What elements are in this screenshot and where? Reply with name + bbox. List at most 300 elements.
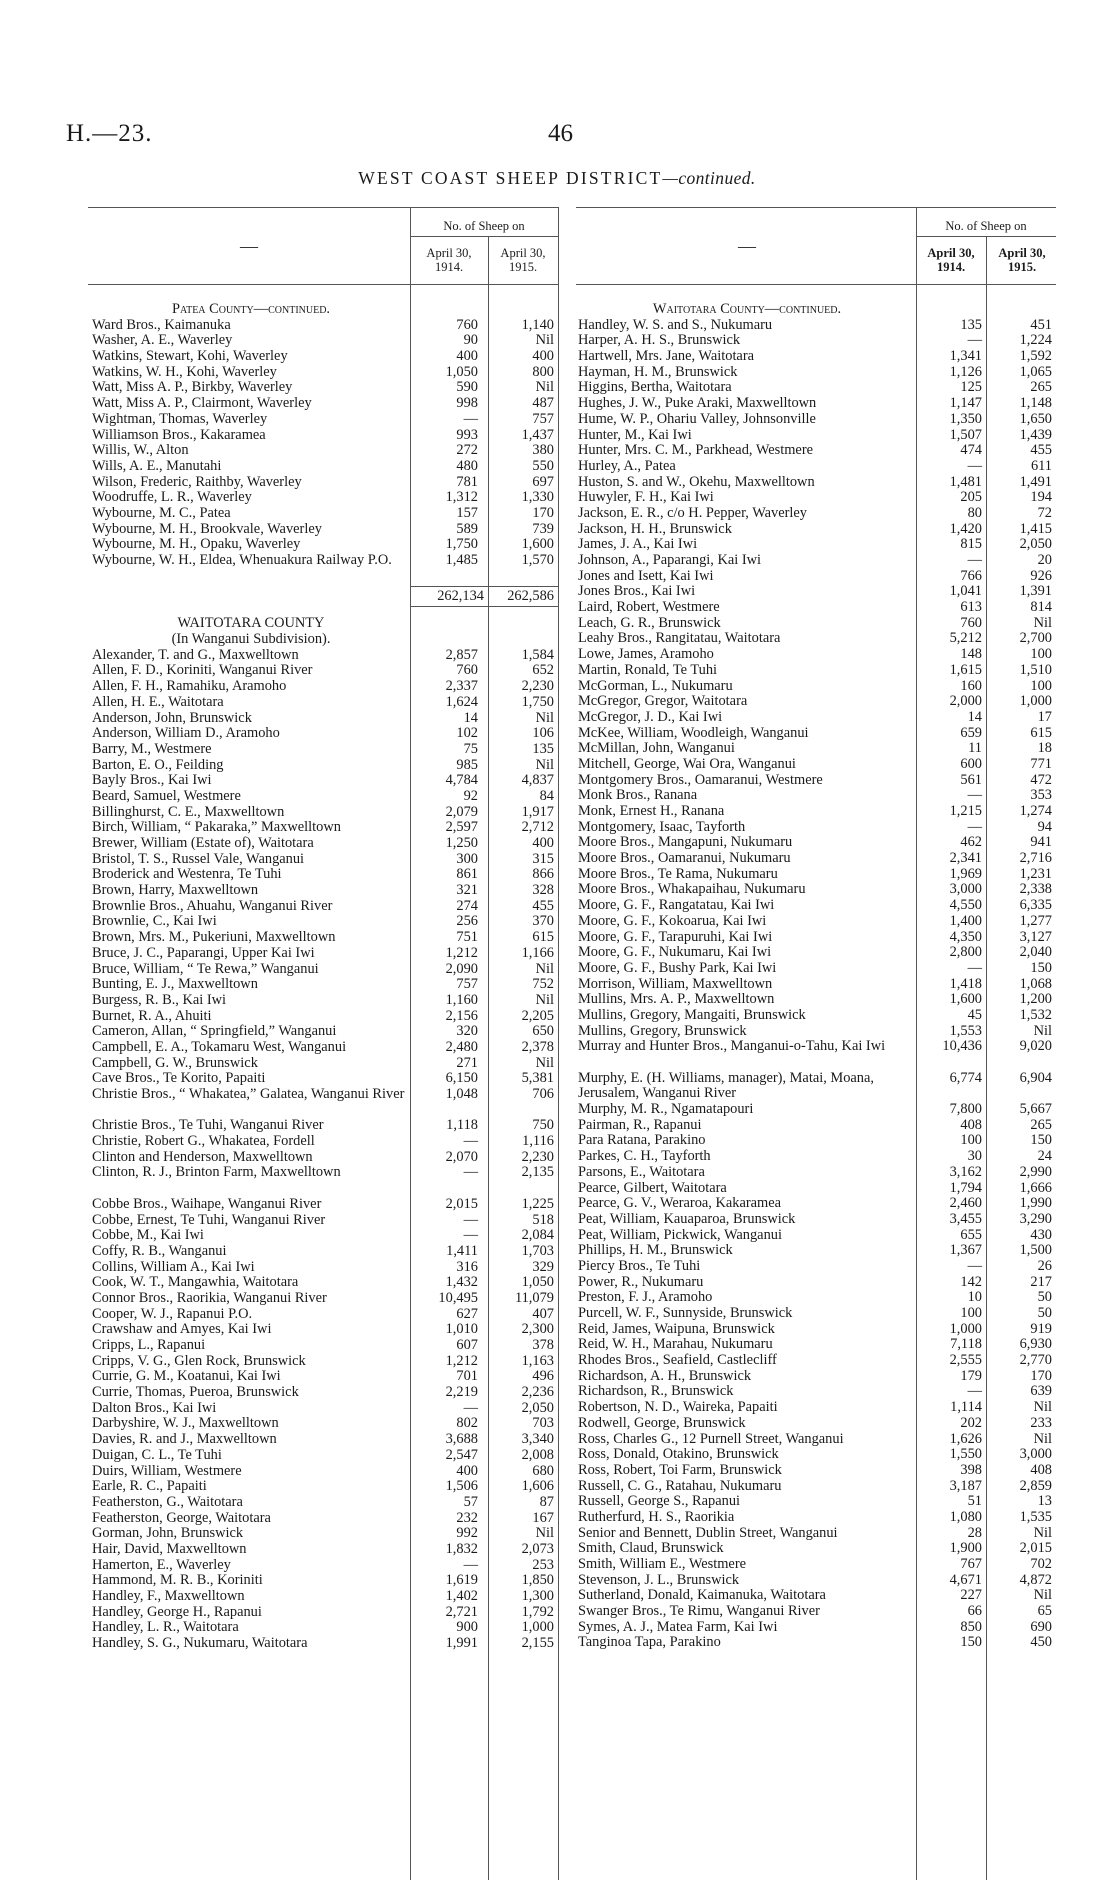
sheep-count-1915: 650 <box>532 1023 554 1040</box>
farmer-name: Wybourne, M. H., Opaku, Waverley <box>92 537 301 553</box>
farmer-name: Bruce, William, “ Te Rewa,” Wanganui <box>92 961 319 977</box>
sheep-count-1915: 2,084 <box>521 1227 554 1244</box>
farmer-name: Wybourne, M. H., Brookvale, Waverley <box>92 521 322 537</box>
sheep-count-1915: 1,140 <box>521 316 554 333</box>
sheep-count-1915: 1,148 <box>1019 395 1052 412</box>
sheep-count-1914: 1,250 <box>445 835 478 852</box>
farmer-name: Hunter, Mrs. C. M., Parkhead, Westmere <box>578 443 813 459</box>
farmer-name: Smith, William E., Westmere <box>578 1557 746 1573</box>
sheep-count-1915: 6,335 <box>1019 897 1052 914</box>
table-row <box>92 899 558 915</box>
farmer-name: Christie, Robert G., Whakatea, Fordell <box>92 1134 315 1150</box>
sheep-count-1914: 135 <box>960 316 982 333</box>
sheep-count-1915: Nil <box>535 960 554 977</box>
farmer-name: Williamson Bros., Kakaramea <box>92 427 266 443</box>
sheep-count-1914: 1,615 <box>949 661 982 678</box>
sheep-count-1914: 28 <box>967 1524 982 1541</box>
sheep-count-1914: 321 <box>456 882 478 899</box>
sheep-count-1914: 2,555 <box>949 1352 982 1369</box>
sheep-count-1914: 3,187 <box>949 1477 982 1494</box>
sheep-count-1915: 866 <box>532 866 554 883</box>
table-row <box>578 1039 1056 1070</box>
sheep-count-1914: 66 <box>967 1603 982 1620</box>
table-row <box>578 977 1056 993</box>
sheep-count-1914: 992 <box>456 1525 478 1542</box>
sheep-count-1914: 474 <box>960 442 982 459</box>
table-row <box>578 1635 1056 1651</box>
sheep-count-1914: 102 <box>456 725 478 742</box>
sheep-count-1915: Nil <box>1033 1399 1052 1416</box>
table-row <box>92 1495 558 1511</box>
sheep-count-1915: 2,716 <box>1019 850 1052 867</box>
sheep-count-1914: 1,600 <box>949 991 982 1008</box>
farmer-name: Watkins, W. H., Kohi, Waverley <box>92 364 277 380</box>
table-row <box>92 867 558 883</box>
table-row <box>92 1542 558 1558</box>
sheep-count-1915: 106 <box>532 725 554 742</box>
sheep-count-1914: 781 <box>456 473 478 490</box>
farmer-name: Birch, William, “ Pakaraka,” Maxwelltown <box>92 820 341 836</box>
sheep-count-1914: 10 <box>967 1289 982 1306</box>
farmer-name: Hurley, A., Patea <box>578 458 676 474</box>
sheep-count-1914: 1,402 <box>445 1588 478 1605</box>
sheep-count-1915: Nil <box>535 991 554 1008</box>
table-row <box>578 1620 1056 1636</box>
sheep-count-1914: 1,481 <box>949 473 982 490</box>
sheep-count-1915: 315 <box>532 850 554 867</box>
sheep-count-1915: 1,532 <box>1019 1006 1052 1023</box>
sheep-count-1914: 1,048 <box>445 1086 478 1103</box>
sheep-count-1915: 518 <box>532 1211 554 1228</box>
farmer-name: Monk, Ernest H., Ranana <box>578 804 725 819</box>
sheep-count-1915: 408 <box>1030 1461 1052 1478</box>
right-group-header: No. of Sheep on <box>945 219 1027 233</box>
sheep-count-1915: 450 <box>1030 1634 1052 1651</box>
sheep-count-1915: 1,592 <box>1019 348 1052 365</box>
sheep-count-1914: 1,969 <box>949 865 982 882</box>
sheep-count-1915: 17 <box>1037 708 1052 725</box>
sheep-count-1915: 1,000 <box>1019 693 1052 710</box>
sheep-count-1915: 814 <box>1030 599 1052 616</box>
sheep-count-1914: 815 <box>960 536 982 553</box>
farmer-name: Phillips, H. M., Brunswick <box>578 1243 733 1259</box>
sheep-count-1915: 329 <box>532 1258 554 1275</box>
table-row <box>578 396 1056 412</box>
sheep-count-1914: 1,400 <box>949 912 982 929</box>
table-row <box>578 631 1056 647</box>
sheep-count-1914: 227 <box>960 1587 982 1604</box>
title-text: WEST COAST SHEEP DISTRICT <box>358 168 663 188</box>
sheep-count-1915: 1,650 <box>1019 410 1052 427</box>
sheep-count-1914: 45 <box>967 1006 982 1023</box>
sheep-count-1915: 1,330 <box>521 489 554 506</box>
farmer-name: Anderson, William D., Aramoho <box>92 726 280 742</box>
sheep-count-1914: 125 <box>960 379 982 396</box>
farmer-name: Campbell, G. W., Brunswick <box>92 1055 258 1071</box>
farmer-name: Stevenson, J. L., Brunswick <box>578 1572 740 1588</box>
sheep-count-1914: 2,460 <box>949 1195 982 1212</box>
table-row <box>578 1149 1056 1165</box>
sheep-count-1915: 752 <box>532 976 554 993</box>
farmer-name: Bayly Bros., Kai Iwi <box>92 773 212 789</box>
sheep-count-1915: 4,872 <box>1019 1571 1052 1588</box>
farmer-name: Duigan, C. L., Te Tuhi <box>92 1447 222 1463</box>
sheep-count-1914: 760 <box>456 662 478 679</box>
farmer-name: Murphy, E. (H. Williams, manager), Matai, Moana, Jerusalem, Wanganui River <box>578 1069 874 1102</box>
sheep-count-1914: 408 <box>960 1116 982 1133</box>
sheep-count-1915: 400 <box>532 835 554 852</box>
sheep-count-1915: 378 <box>532 1337 554 1354</box>
sheep-count-1914: 757 <box>456 976 478 993</box>
table-row <box>92 711 558 727</box>
table-row <box>578 1573 1056 1589</box>
sheep-count-1915: 100 <box>1030 646 1052 663</box>
table-row <box>92 1558 558 1574</box>
sheep-count-1915: 1,000 <box>521 1619 554 1636</box>
sheep-count-1915: 407 <box>532 1305 554 1322</box>
sheep-count-1914: 11 <box>968 740 982 757</box>
sheep-count-1915: 84 <box>539 787 554 804</box>
table-row <box>578 600 1056 616</box>
table-row <box>578 490 1056 506</box>
sheep-count-1914: — <box>463 1211 478 1228</box>
sheep-count-1915: 2,700 <box>1019 630 1052 647</box>
sheep-count-1914: 2,480 <box>445 1038 478 1055</box>
farmer-name: Woodruffe, L. R., Waverley <box>92 490 252 506</box>
table-row <box>92 1291 558 1307</box>
sheep-count-1915: 50 <box>1037 1305 1052 1322</box>
sheep-count-1915: 150 <box>1030 1132 1052 1149</box>
farmer-name: Jackson, H. H., Brunswick <box>578 521 732 537</box>
sheep-count-1915: 1,666 <box>1019 1179 1052 1196</box>
sheep-count-1914: 1,010 <box>445 1321 478 1338</box>
right-col1-header <box>918 246 984 274</box>
left-blank-column-dash: — <box>240 236 258 256</box>
table-row <box>92 820 558 836</box>
farmer-name: Laird, Robert, Westmere <box>578 600 720 616</box>
farmer-name: Reid, W. H., Marahau, Nukumaru <box>578 1337 773 1353</box>
sheep-count-1915: 170 <box>1030 1367 1052 1384</box>
sheep-count-1915: 1,917 <box>521 803 554 820</box>
table-row <box>578 1102 1056 1118</box>
table-row <box>578 726 1056 742</box>
sheep-count-1914: 1,626 <box>949 1430 982 1447</box>
table-row <box>578 961 1056 977</box>
sheep-count-1914: 148 <box>960 646 982 663</box>
farmer-name: Collins, William A., Kai Iwi <box>92 1259 255 1275</box>
sheep-count-1914: 100 <box>960 1305 982 1322</box>
sheep-count-1915: 2,338 <box>1019 881 1052 898</box>
sheep-count-1914: 7,118 <box>950 1336 982 1353</box>
table-row <box>92 349 558 365</box>
farmer-name: Watkins, Stewart, Kohi, Waverley <box>92 349 288 365</box>
sheep-count-1914: 613 <box>960 599 982 616</box>
table-row <box>578 679 1056 695</box>
sheep-count-1915: 217 <box>1030 1273 1052 1290</box>
table-row <box>578 757 1056 773</box>
farmer-name: Leach, G. R., Brunswick <box>578 615 721 631</box>
sheep-count-1914: 627 <box>456 1305 478 1322</box>
sheep-count-1914: 993 <box>456 426 478 443</box>
table-row <box>92 380 558 396</box>
sheep-count-1914: 256 <box>456 913 478 930</box>
sheep-count-1915: 739 <box>532 520 554 537</box>
table-row <box>578 569 1056 585</box>
right-col2-line1: April 30, <box>998 246 1046 260</box>
table-row <box>92 946 558 962</box>
farmer-name: James, J. A., Kai Iwi <box>578 537 698 553</box>
table-row <box>578 522 1056 538</box>
sheep-count-1914: 1,506 <box>445 1478 478 1495</box>
sheep-count-1914: 462 <box>960 834 982 851</box>
sheep-count-1915: 496 <box>532 1368 554 1385</box>
sheep-count-1914: 150 <box>960 1634 982 1651</box>
left-group-rule <box>410 236 558 237</box>
table-row <box>92 758 558 774</box>
sheep-count-1914: 1,619 <box>445 1572 478 1589</box>
farmer-name: Brownlie, C., Kai Iwi <box>92 914 217 930</box>
table-row <box>92 1589 558 1605</box>
farmer-name: Wybourne, M. C., Patea <box>92 505 231 521</box>
table-row <box>578 1510 1056 1526</box>
sheep-count-1914: — <box>463 1227 478 1244</box>
farmer-name: Allen, F. D., Koriniti, Wanganui River <box>92 663 313 679</box>
waitotara-county-heading: WAITOTARA COUNTY <box>177 615 325 632</box>
sheep-count-1914: — <box>967 959 982 976</box>
farmer-name: Russell, George S., Rapanui <box>578 1494 741 1510</box>
left-col1-line1: April 30, <box>426 246 472 260</box>
farmer-name: Brown, Harry, Maxwelltown <box>92 883 259 899</box>
sheep-count-1915: 1,225 <box>521 1195 554 1212</box>
farmer-name: Mullins, Gregory, Mangaiti, Brunswick <box>578 1007 806 1023</box>
sheep-count-1914: 1,418 <box>949 975 982 992</box>
sheep-count-1915: Nil <box>535 379 554 396</box>
farmer-name: Swanger Bros., Te Rimu, Wanganui River <box>578 1604 820 1620</box>
sheep-count-1915: 2,859 <box>1019 1477 1052 1494</box>
farmer-name: Cripps, V. G., Glen Rock, Brunswick <box>92 1353 306 1369</box>
right-group-rule <box>916 236 1056 237</box>
sheep-count-1915: 1,065 <box>1019 363 1052 380</box>
table-row <box>92 1338 558 1354</box>
sheep-count-1915: Nil <box>1033 1524 1052 1541</box>
farmer-name: Monk Bros., Ranana <box>578 788 698 804</box>
table-row <box>92 852 558 868</box>
sheep-count-1915: 328 <box>532 882 554 899</box>
table-row <box>578 1024 1056 1040</box>
sheep-count-1914: 1,050 <box>445 363 478 380</box>
sheep-count-1915: 2,050 <box>521 1399 554 1416</box>
farmer-name: Murphy, M. R., Ngamatapouri <box>578 1102 754 1118</box>
farmer-name: Allen, H. E., Waitotara <box>92 694 224 710</box>
table-row <box>92 1260 558 1276</box>
farmer-name: Piercy Bros., Te Tuhi <box>578 1258 701 1274</box>
farmer-name: Billinghurst, C. E., Maxwelltown <box>92 804 285 820</box>
farmer-name: Cameron, Allan, “ Springfield,” Wanganui <box>92 1024 337 1040</box>
sheep-count-1915: 87 <box>539 1493 554 1510</box>
sheep-count-1914: 179 <box>960 1367 982 1384</box>
sheep-count-1914: 2,800 <box>949 944 982 961</box>
sheep-count-1914: 10,436 <box>942 1038 982 1055</box>
farmer-name: Leahy Bros., Rangitatau, Waitotara <box>578 631 781 647</box>
sheep-count-1915: 135 <box>532 740 554 757</box>
sheep-count-1915: 4,837 <box>521 772 554 789</box>
farmer-name: Dalton Bros., Kai Iwi <box>92 1400 217 1416</box>
farmer-name: Sutherland, Donald, Kaimanuka, Waitotara <box>578 1588 826 1604</box>
table-row <box>578 1526 1056 1542</box>
left-col2-line2: 1915. <box>508 260 538 274</box>
farmer-name: Clinton and Henderson, Maxwelltown <box>92 1149 313 1165</box>
table-row <box>92 836 558 852</box>
table-row <box>578 820 1056 836</box>
right-top-rule <box>576 207 1056 208</box>
sheep-count-1914: 998 <box>456 395 478 412</box>
farmer-name: Bruce, J. C., Paparangi, Upper Kai Iwi <box>92 945 315 961</box>
table-row <box>92 805 558 821</box>
table-row <box>92 490 558 506</box>
table-row <box>578 1463 1056 1479</box>
farmer-name: Wilson, Frederic, Raithby, Waverley <box>92 474 302 490</box>
sheep-count-1915: 24 <box>1037 1148 1052 1165</box>
sheep-count-1915: 2,205 <box>521 1007 554 1024</box>
table-row <box>92 1605 558 1621</box>
table-row <box>92 695 558 711</box>
sheep-count-1914: 92 <box>463 787 478 804</box>
table-row <box>578 1322 1056 1338</box>
farmer-name: McGorman, L., Nukumaru <box>578 678 733 694</box>
table-row <box>578 1133 1056 1149</box>
table-row <box>578 1290 1056 1306</box>
farmer-name: Pearce, Gilbert, Waitotara <box>578 1180 727 1196</box>
table-row <box>92 648 558 664</box>
sheep-count-1915: Nil <box>535 709 554 726</box>
sheep-count-1914: 2,547 <box>445 1446 478 1463</box>
farmer-name: Huwyler, F. H., Kai Iwi <box>578 490 714 506</box>
farmer-name: Richardson, A. H., Brunswick <box>578 1368 752 1384</box>
sheep-count-1915: 1,792 <box>521 1603 554 1620</box>
farmer-name: Wybourne, W. H., Eldea, Whenuakura Railway P.O. <box>92 552 392 568</box>
section-gap <box>92 608 558 616</box>
table-row <box>578 1275 1056 1291</box>
sheep-count-1915: 1,163 <box>521 1352 554 1369</box>
sheep-count-1915: 690 <box>1030 1618 1052 1635</box>
sheep-count-1914: 802 <box>456 1415 478 1432</box>
sheep-count-1914: 4,550 <box>949 897 982 914</box>
sheep-count-1914: 57 <box>463 1493 478 1510</box>
table-row <box>578 537 1056 553</box>
table-row <box>578 506 1056 522</box>
sheep-count-1915: 1,274 <box>1019 803 1052 819</box>
farmer-name: Hammond, M. R. B., Koriniti <box>92 1573 263 1589</box>
sheep-count-1914: 1,212 <box>445 944 478 961</box>
farmer-name: Burgess, R. B., Kai Iwi <box>92 992 227 1008</box>
table-row <box>578 788 1056 804</box>
table-row <box>92 1307 558 1323</box>
farmer-name: Mullins, Gregory, Brunswick <box>578 1023 747 1039</box>
sheep-count-1915: 2,230 <box>521 1148 554 1165</box>
table-row <box>578 333 1056 349</box>
sheep-count-1915: 1,491 <box>1019 473 1052 490</box>
sheep-count-1915: 639 <box>1030 1383 1052 1400</box>
sheep-count-1915: 1,570 <box>521 552 554 568</box>
sheep-count-1914: 2,341 <box>949 850 982 867</box>
sheep-count-1915: 2,073 <box>521 1540 554 1557</box>
sheep-count-1915: 2,135 <box>521 1164 554 1181</box>
sheep-count-1915: 1,606 <box>521 1478 554 1495</box>
table-row <box>92 1448 558 1464</box>
waitotara-subdivision-heading: (In Wanganui Subdivision). <box>171 631 331 648</box>
farmer-name: Peat, William, Pickwick, Wanganui <box>578 1227 782 1243</box>
sheep-count-1915: 926 <box>1030 567 1052 584</box>
table-row <box>578 1196 1056 1212</box>
table-row <box>92 773 558 789</box>
sheep-count-1914: 751 <box>456 929 478 946</box>
table-row <box>578 1479 1056 1495</box>
sheep-count-1914: 6,774 <box>949 1069 982 1086</box>
right-col1-line1: April 30, <box>927 246 975 260</box>
sheep-count-1915: 706 <box>532 1086 554 1103</box>
table-row <box>578 443 1056 459</box>
sheep-count-1915: 2,015 <box>1019 1540 1052 1557</box>
farmer-name: Purcell, W. F., Sunnyside, Brunswick <box>578 1306 793 1322</box>
sheep-count-1914: 271 <box>456 1054 478 1071</box>
table-row <box>92 1197 558 1213</box>
sheep-count-1915: 26 <box>1037 1257 1052 1274</box>
table-row <box>92 1056 558 1072</box>
sheep-count-1915: 11,079 <box>514 1289 554 1306</box>
farmer-name: Moore, G. F., Bushy Park, Kai Iwi <box>578 960 777 976</box>
farmer-name: Hamerton, E., Waverley <box>92 1557 231 1573</box>
sheep-count-1914: 760 <box>960 614 982 631</box>
sheep-count-1914: 1,212 <box>445 1352 478 1369</box>
sheep-count-1914: — <box>463 1556 478 1573</box>
table-row <box>578 1557 1056 1573</box>
table-row <box>92 1526 558 1542</box>
farmer-name: Preston, F. J., Aramoho <box>578 1290 713 1306</box>
table-row <box>578 1212 1056 1228</box>
farmer-name: McGregor, J. D., Kai Iwi <box>578 709 723 725</box>
sheep-count-1915: 1,500 <box>1019 1242 1052 1259</box>
farmer-name: Jones Bros., Kai Iwi <box>578 584 696 600</box>
waitotara-continued-heading: Waitotara County—continued. <box>652 301 842 317</box>
sheep-count-1914: 1,160 <box>445 991 478 1008</box>
sheep-count-1915: 167 <box>532 1509 554 1526</box>
sheep-count-1915: 9,020 <box>1019 1038 1052 1055</box>
farmer-name: Reid, James, Waipuna, Brunswick <box>578 1321 775 1337</box>
farmer-name: Murray and Hunter Bros., Manganui-o-Tahu, Kai Iwi <box>578 1038 886 1055</box>
table-row <box>92 333 558 349</box>
sheep-count-1914: 655 <box>960 1226 982 1243</box>
table-row <box>92 1385 558 1401</box>
table-row <box>92 475 558 491</box>
farmer-name: Parkes, C. H., Tayforth <box>578 1149 711 1165</box>
table-row <box>92 930 558 946</box>
sheep-count-1915: 750 <box>532 1117 554 1134</box>
sheep-count-1914: 607 <box>456 1337 478 1354</box>
table-row <box>578 1071 1056 1102</box>
sheep-count-1915: 18 <box>1037 740 1052 757</box>
farmer-name: Moore Bros., Te Rama, Nukumaru <box>578 866 778 882</box>
patea-rows <box>92 318 558 585</box>
sheep-count-1914: 320 <box>456 1023 478 1040</box>
patea-total-row <box>92 584 558 608</box>
sheep-count-1915: Nil <box>535 1525 554 1542</box>
farmer-name: Hume, W. P., Ohariu Valley, Johnsonville <box>578 411 816 427</box>
sheep-count-1915: 1,050 <box>521 1274 554 1291</box>
farmer-name: Moore, G. F., Kokoarua, Kai Iwi <box>578 913 767 929</box>
left-col2-line1: April 30, <box>500 246 546 260</box>
table-row <box>578 694 1056 710</box>
sheep-count-1914: 1,080 <box>949 1508 982 1525</box>
